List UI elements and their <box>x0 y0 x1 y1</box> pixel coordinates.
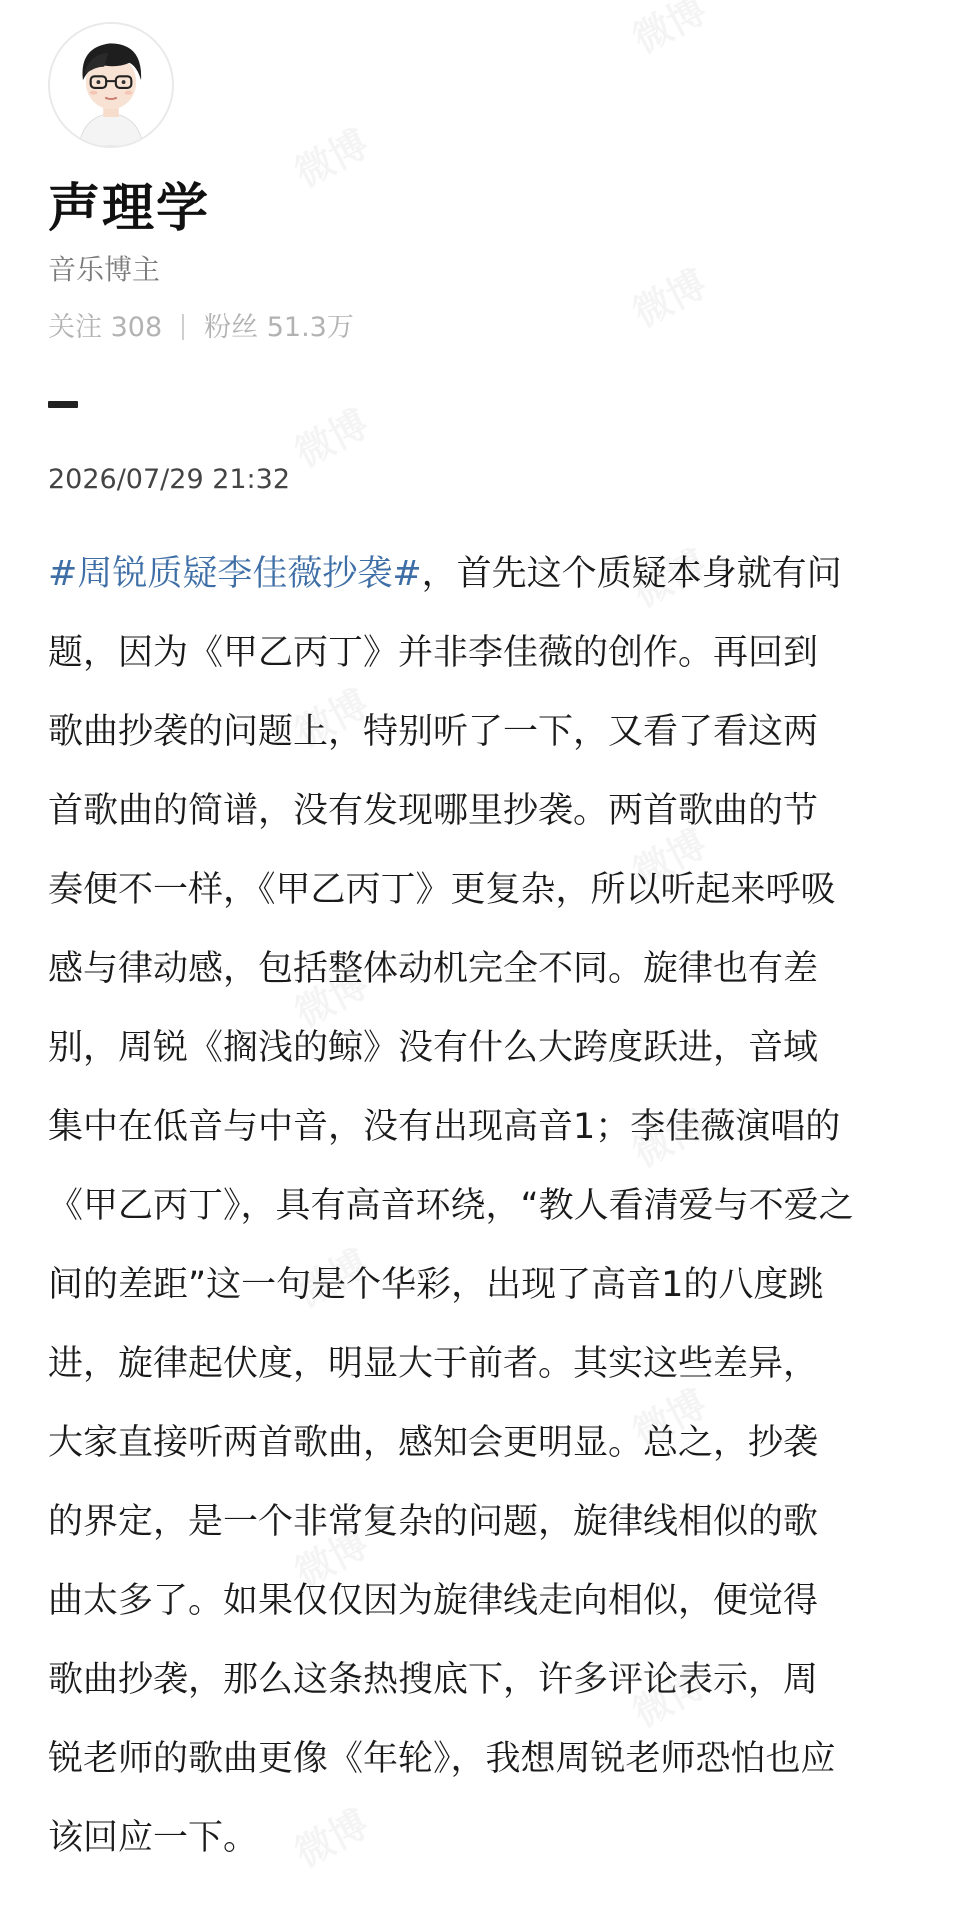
post-line: 该回应一下。 <box>48 1818 259 1858</box>
post-line: 歌曲抄袭，那么这条热搜底下，许多评论表示，周 <box>48 1660 819 1700</box>
post-line: 感与律动感，包括整体动机完全不同。旋律也有差 <box>48 949 819 989</box>
stats-divider <box>182 314 184 340</box>
post-line: 进，旋律起伏度，明显大于前者。其实这些差异， <box>48 1344 819 1384</box>
post-line: 首歌曲的简谱，没有发现哪里抄袭。两首歌曲的节 <box>48 791 819 831</box>
watermark <box>622 253 715 337</box>
following-count[interactable]: 关注 308 <box>48 312 163 343</box>
profile-stats <box>48 308 354 348</box>
post-line: 题，因为《甲乙丙丁》并非李佳薇的创作。再回到 <box>48 633 819 673</box>
hashtag-link[interactable]: #周锐质疑李佳薇抄袭# <box>48 554 422 594</box>
post-line: 曲太多了。如果仅仅因为旋律线走向相似，便觉得 <box>48 1581 819 1621</box>
watermark <box>284 393 377 477</box>
post-line: 奏便不一样，《甲乙丙丁》更复杂，所以听起来呼吸 <box>48 870 836 910</box>
profile-name[interactable]: 声理学 <box>48 179 211 239</box>
post-line: 集中在低音与中音，没有出现高音1；李佳薇演唱的 <box>48 1107 841 1147</box>
post-timestamp: 2026/07/29 21:32 <box>48 464 291 495</box>
post-body <box>48 535 928 1878</box>
profile-role: 音乐博主 <box>48 253 161 286</box>
post-line: 锐老师的歌曲更像《年轮》，我想周锐老师恐怕也应 <box>48 1739 836 1779</box>
post-line: 别，周锐《搁浅的鲸》没有什么大跨度跃进，音域 <box>48 1028 819 1068</box>
post-line: 大家直接听两首歌曲，感知会更明显。总之，抄袭 <box>48 1423 819 1463</box>
followers-count[interactable]: 粉丝 51.3万 <box>204 312 354 343</box>
watermark <box>622 0 715 64</box>
post-line: 《甲乙丙丁》，具有高音环绕，“教人看清爱与不爱之 <box>48 1186 854 1226</box>
watermark <box>284 113 377 197</box>
post-line <box>48 535 928 614</box>
post-line: 间的差距”这一句是个华彩，出现了高音1的八度跳 <box>48 1265 824 1305</box>
avatar[interactable] <box>48 22 174 148</box>
post-line-text: ，首先这个质疑本身就有问 <box>421 554 842 594</box>
post-line: 的界定，是一个非常复杂的问题，旋律线相似的歌 <box>48 1502 819 1542</box>
section-divider <box>48 401 78 408</box>
avatar-cartoon-icon <box>50 24 172 146</box>
post-line: 歌曲抄袭的问题上，特别听了一下，又看了看这两 <box>48 712 819 752</box>
